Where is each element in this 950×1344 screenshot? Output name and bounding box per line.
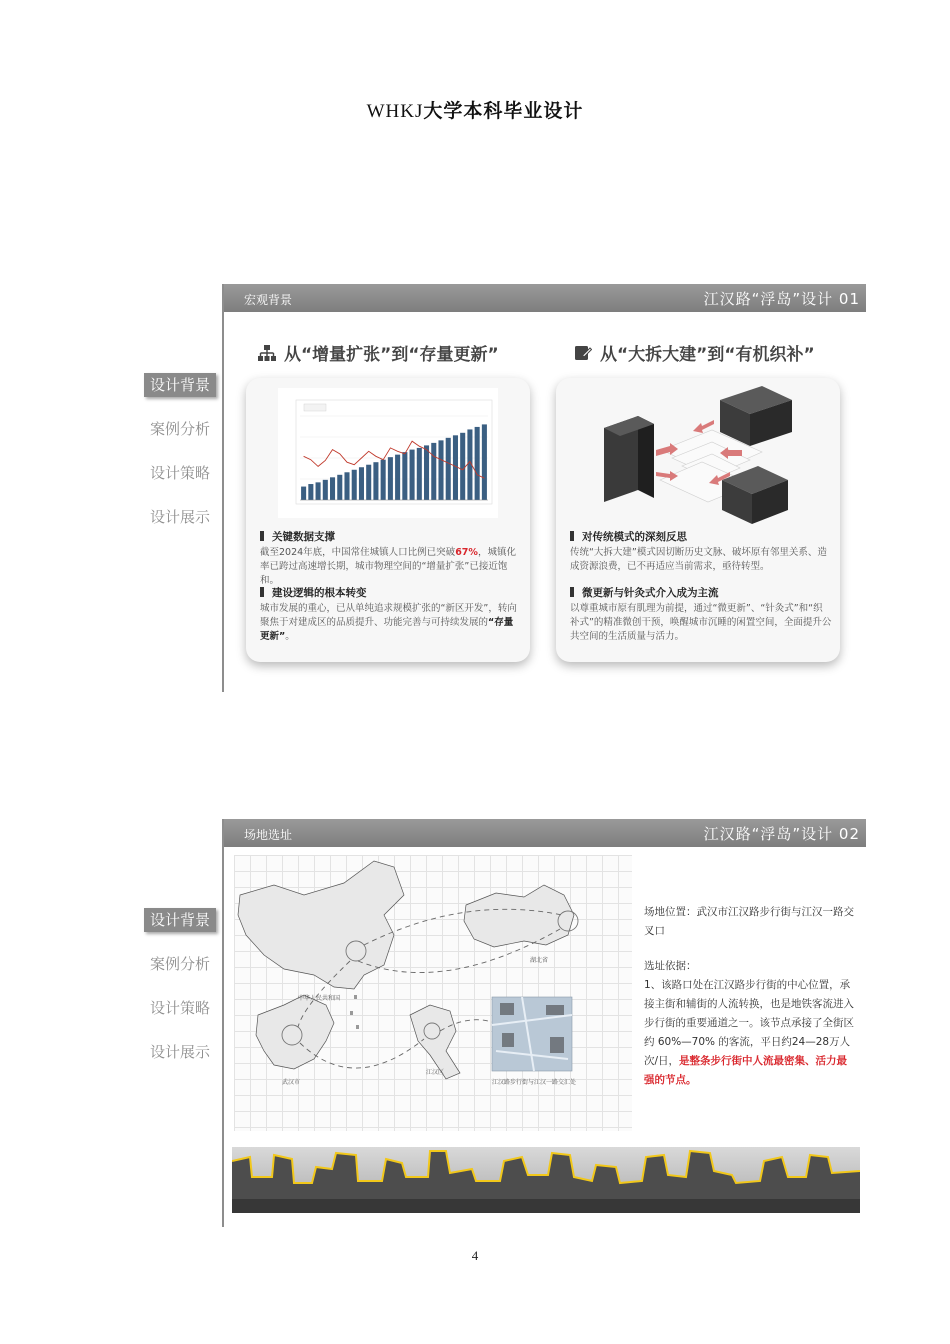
chart-bar — [352, 470, 357, 500]
slide-project-title: 江汉路“浮岛”设计 01 — [703, 290, 860, 308]
nav-item-strategy[interactable]: 设计策略 — [149, 999, 210, 1017]
hubei-map — [464, 885, 574, 947]
chart-bar — [388, 457, 393, 500]
axonometric-diagram-svg — [602, 380, 798, 524]
key-data-heading: 关键数据支撑 — [260, 530, 522, 544]
chart-bar — [410, 450, 415, 500]
china-map — [238, 861, 404, 989]
wuhan-map — [256, 995, 334, 1069]
page-number: 4 — [471, 1248, 479, 1263]
map-label-china: 中华人民共和国 — [298, 995, 341, 1002]
document-title-latin: WHKJ — [366, 101, 424, 122]
left-column-title-text: 从“增量扩张”到“存量更新” — [284, 345, 499, 365]
chart-bar — [482, 424, 487, 500]
chart-bar — [438, 440, 443, 500]
chart-bar — [301, 487, 306, 500]
reflection-point — [570, 530, 832, 574]
chart-bar — [344, 472, 349, 500]
reflection-text: 传统“大拆大建”模式因切断历史文脉、破坏原有邻里关系、造成资源浪费，已不再适应当前需求，亟待转型。 — [570, 547, 827, 572]
logic-shift-point — [260, 586, 522, 644]
right-column-title-text: 从“大拆大建”到“有机织补” — [600, 345, 815, 365]
chart-bar — [366, 465, 371, 500]
nav-item-case-analysis[interactable]: 案例分析 — [149, 955, 210, 973]
chart-bar — [359, 467, 364, 500]
chart-bar — [424, 445, 429, 500]
document-title — [0, 96, 950, 123]
chart-bar — [337, 475, 342, 500]
slide-header — [224, 819, 866, 847]
chart-bar — [381, 460, 386, 500]
street-panorama-svg — [232, 1147, 860, 1213]
slide-site-selection — [222, 819, 866, 1227]
side-nav-1 — [144, 373, 216, 549]
edit-icon — [574, 344, 592, 367]
chart-bar — [308, 484, 313, 500]
left-column-title — [258, 340, 499, 367]
chart-bar — [460, 433, 465, 500]
micro-renewal-point — [570, 586, 832, 644]
nav-item-strategy[interactable]: 设计策略 — [149, 464, 210, 482]
document-title-cjk: 大学本科毕业设计 — [423, 100, 584, 122]
key-data-text-a: 截至2024年底，中国常住城镇人口比例已突破 — [260, 547, 456, 558]
chart-bar — [395, 455, 400, 500]
map-label-jianghan: 江汉区 — [426, 1069, 445, 1076]
nav-item-background[interactable]: 设计背景 — [144, 908, 216, 932]
dark-block-left — [604, 416, 654, 502]
right-column-title — [574, 340, 815, 367]
logic-shift-text-b: 。 — [285, 631, 295, 642]
dark-block-right-bottom — [722, 466, 788, 524]
street-panorama — [232, 1147, 860, 1213]
basis-highlight: 是整条步行街中人流最密集、活力最强的节点。 — [644, 1055, 848, 1086]
slide-section-title: 场地选址 — [244, 828, 293, 842]
site-description — [644, 903, 856, 1106]
axonometric-diagram — [602, 380, 798, 524]
chart-bar — [431, 443, 436, 500]
map-label-junction: 江汉路步行街与江汉一路交汇处 — [492, 1079, 577, 1086]
stock-renewal-highlight: “存量更新” — [260, 617, 514, 642]
nav-item-case-analysis[interactable]: 案例分析 — [149, 420, 210, 438]
map-label-hubei: 湖北省 — [530, 957, 549, 964]
logic-shift-heading: 建设逻辑的根本转变 — [260, 586, 522, 600]
hierarchy-icon — [258, 344, 276, 367]
micro-renewal-heading: 微更新与针灸式介入成为主流 — [570, 586, 832, 600]
logic-shift-text-a: 城市发展的重心，已从单纯追求规模扩张的“新区开发”，转向聚焦于对建成区的品质提升、功能完善与可持续发展的 — [260, 603, 517, 628]
dark-block-right-top — [720, 386, 792, 446]
key-data-text-b: ，城镇化率已跨过高速增长期，城市物理空间的“增量扩张”已接近饱和。 — [260, 547, 516, 586]
location-maps-svg — [234, 855, 632, 1131]
card-demolition-to-weaving — [556, 378, 840, 662]
reflection-heading: 对传统模式的深刻反思 — [570, 530, 832, 544]
map-label-wuhan: 武汉市 — [282, 1079, 301, 1086]
chart-bar — [475, 427, 480, 500]
chart-bar — [402, 452, 407, 500]
chart-bar — [316, 482, 321, 500]
chart-bar — [323, 480, 328, 500]
slide-macro-background — [222, 284, 866, 692]
site-location: 场地位置：武汉市江汉路步行街与江汉一路交叉口 — [644, 906, 854, 937]
micro-renewal-text: 以尊重城市原有肌理为前提，通过“微更新”、“针灸式”和“织补式”的精准微创干预，唤醒城市沉睡的闲置空间，全面提升公共空间的生活质量与活力。 — [570, 603, 832, 642]
chart-bar — [446, 438, 451, 500]
basis-heading: 选址依据： — [644, 960, 697, 972]
card-incremental-to-stock — [246, 378, 530, 662]
nav-item-showcase[interactable]: 设计展示 — [149, 508, 210, 526]
slide-header — [224, 284, 866, 312]
side-nav-2 — [144, 908, 216, 1084]
chart-bar — [373, 462, 378, 500]
chart-bar — [330, 477, 335, 500]
nav-item-showcase[interactable]: 设计展示 — [149, 1043, 210, 1061]
urbanization-chart-svg — [278, 388, 498, 518]
slide-project-title: 江汉路“浮岛”设计 02 — [703, 825, 860, 843]
urbanization-rate: 67% — [455, 547, 478, 558]
location-map-panel — [234, 855, 632, 1131]
urbanization-chart — [278, 388, 498, 518]
key-data-point — [260, 530, 522, 588]
chart-bar — [417, 448, 422, 500]
nav-item-background[interactable]: 设计背景 — [144, 373, 216, 397]
basis-paragraph — [644, 976, 856, 1090]
basis-text: 1、该路口处在江汉路步行街的中心位置，承接主街和辅街的人流转换，也是地铁客流进入步行街的重要通道之一。该节点承接了全街区约 60%—70% 的客流，平日约24—28万人次/日， — [644, 979, 854, 1067]
slide-section-title: 宏观背景 — [244, 293, 293, 307]
